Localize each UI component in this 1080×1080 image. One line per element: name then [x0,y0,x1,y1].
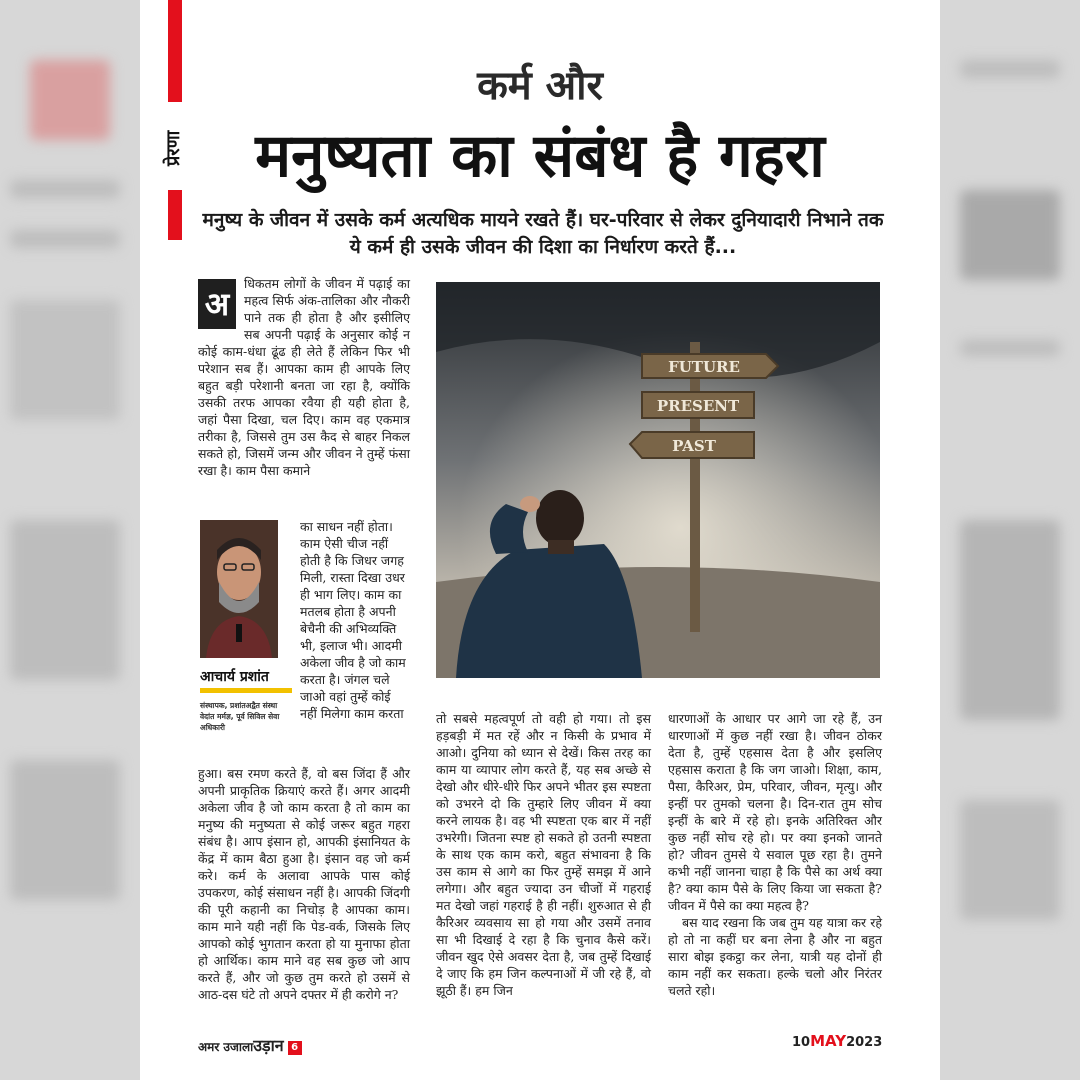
footer-date-month: MAY [810,1032,847,1050]
footer-page-number: 6 [288,1041,302,1055]
author-name-underline [200,688,292,693]
column-3 [668,710,882,999]
sign-present: PRESENT [656,397,740,415]
footer-date-day: 10 [792,1035,811,1050]
standfirst: मनुष्य के जीवन में उसके कर्म अत्यधिक मायने रखते हैं। घर-परिवार से लेकर दुनियादारी निभाने तक ये कर्म ही उसके जीवन की दिशा का निर्धारण करते हैं... [202,209,884,258]
sign-past: PAST [672,437,716,455]
adjacent-page-right [940,0,1080,1080]
footer-masthead [198,1034,302,1056]
column-1-bottom [198,765,410,1003]
author-portrait-icon [200,520,278,658]
author-name: आचार्य प्रशांत [200,669,269,685]
drop-cap: अ [198,279,236,329]
signpost-illustration [436,282,880,678]
column-1-top-text: धिकतम लोगों के जीवन में पढ़ाई का महत्व सिर्फ अंक-तालिका और नौकरी पाने तक ही होता है और इसीलिए सब अपनी पढ़ाई के अनुसार कोई न कोई काम-धंधा ढूंढ ही लेते हैं लेकिन फिर भी परेशान सब हैं। आपका काम ही आपके लिए बहुत बड़ी परेशानी बनता जा रहा है, क्योंकि उसकी तरफ आपका रवैया ही यही होता है, जहां पैसा दिखा, चल दिए। काम वह एकमात्र तरीका है, जिससे तुम उस कैद से बाहर निकल सकते हो, जिसमें जन्म और जीवन ने तुम्हें फंसा रखा है। काम पैसा कमाने [198,276,410,478]
column-3-paragraph-1: धारणाओं के आधार पर आगे जा रहे हैं, उन धारणाओं में कुछ नहीं रखा है। जीवन ठोकर देता है, तुम्हें एहसास देता है और इसलिए एहसास कराता है कि जग जाओ। शिक्षा, काम, पैसा, कैरिअर, प्रेम, परिवार, जीवन, मृत्यु। और इन्हीं पर तुमको चलना है। दिन-रात तुम सोच इन्हीं के बारे में रहे हो। इनके अतिरिक्त और कुछ नहीं सोच रहे हो। पर क्या इनको जानते हो? जीवन तुमसे ये सवाल पूछ रहा है। तुमने कभी नहीं जानना चाहा है कि पैसे का अर्थ क्या है? क्या काम पैसे के लिए किया जा सकता है? जीवन में पैसे का क्या महत्व है? [668,711,882,913]
section-accent-bar-lower [168,190,182,240]
column-1-middle [300,518,410,722]
footer-brand-name: उड़ान [253,1036,284,1055]
sign-future: FUTURE [668,358,740,376]
column-1-middle-text: का साधन नहीं होता। काम ऐसी चीज नहीं होती है कि जिधर जगह मिली, रास्ता दिखा उधर ही भाग लिए। काम का मतलब होता है अपनी बेचैनी की अभिव्यक्ति भी, इलाज भी। आदमी अकेला जीव है जो काम करता है। जंगल चले जाओ वहां तुम्हें कोई नहीं मिलेगा काम करता [300,519,406,721]
headline-kicker: कर्म और [477,63,603,109]
column-3-paragraph-2: बस याद रखना कि जब तुम यह यात्रा कर रहे हो तो ना कहीं घर बना लेना है और ना बहुत सारा बोझ इकट्ठा कर लेना, यात्री यह दोनों ही काम नहीं कर सकता। हल्के चलो और निरंतर चलते रहो। [668,915,882,998]
author-description: संस्थापक, प्रशांतअद्वैत संस्था वेदांत मर्मज्ञ, पूर्व सिविल सेवा अधिकारी [200,701,280,732]
column-1-top [198,275,410,479]
headline: मनुष्यता का संबंध है गहरा [255,121,825,191]
column-2 [436,710,651,999]
newspaper-page [140,0,940,1080]
column-1-bottom-text: हुआ। बस रमण करते हैं, वो बस जिंदा हैं और अपनी प्राकृतिक क्रियाएं करते हैं। अगर आदमी अकेला जीव है जो काम करता है तो काम का मनुष्य की मनुष्यता से कोई जरूर बहुत गहरा संबंध है। आप इंसान हो, आपकी इंसानियत के केंद्र में काम बैठा हुआ है। इंसान वह जो कर्म करे। कर्म के अलावा आपके पास कोई उपकरण, कोई संसाधन नहीं है। आपकी जिंदगी की पूरी कहानी का निचोड़ है आपका काम। काम माने यही नहीं कि पेड-वर्क, जिसके लिए आपको कोई भुगतान करता हो या मुनाफा होता हो आर्थिक। काम माने वह सब कुछ जो आप करते हैं, और जो कुछ तुम करते हो उसमें से आठ-दस घंटे तो अपने दफ्तर में ही करोगे न? [198,766,410,1002]
footer-date-year: 2023 [846,1035,883,1050]
column-2-text: तो सबसे महत्वपूर्ण तो वही हो गया। तो इस हड़बड़ी में मत रहें और न किसी के प्रभाव में आओ। दुनिया को ध्यान से देखें। किस तरह का काम या व्यापार लोग करते हैं, यह सब अच्छे से देखो और धीरे-धीरे फिर अपने भीतर इस स्पष्टता को उभरने दो कि तुम्हारे लिए जीवन में क्या करने लायक है। वह भी स्पष्टता एक बार में नहीं उभरेगी। जितना स्पष्ट हो सकते हो उतनी स्पष्टता के साथ एक काम करो, बहुत संभावना है कि उस काम से आगे का फिर तुम्हें समझ में आने लगेगा। और बहुत ज्यादा उन चीजों में गहराई मत देखो जहां गहराई है ही नहीं। शुरुआत से ही कैरिअर व्यवसाय सा हो गया और उसमें तनाव सा भी दिखाई दे रहा है कि चुनाव कैसे करें। जीवन खुद ऐसे अवसर देता है, जब तुम्हें दिखाई दे जाए कि हम जिन कल्पनाओं में जी रहे हैं, वो झूठी हैं। हम जिन [436,711,651,998]
author-photo [200,520,278,658]
section-accent-bar [168,0,182,102]
signpost-photo [436,282,880,678]
footer-brand-prefix: अमर उजाला [198,1040,254,1054]
footer-date [792,1032,882,1050]
section-label: प्रेरणा [163,130,184,166]
adjacent-page-left [0,0,140,1080]
